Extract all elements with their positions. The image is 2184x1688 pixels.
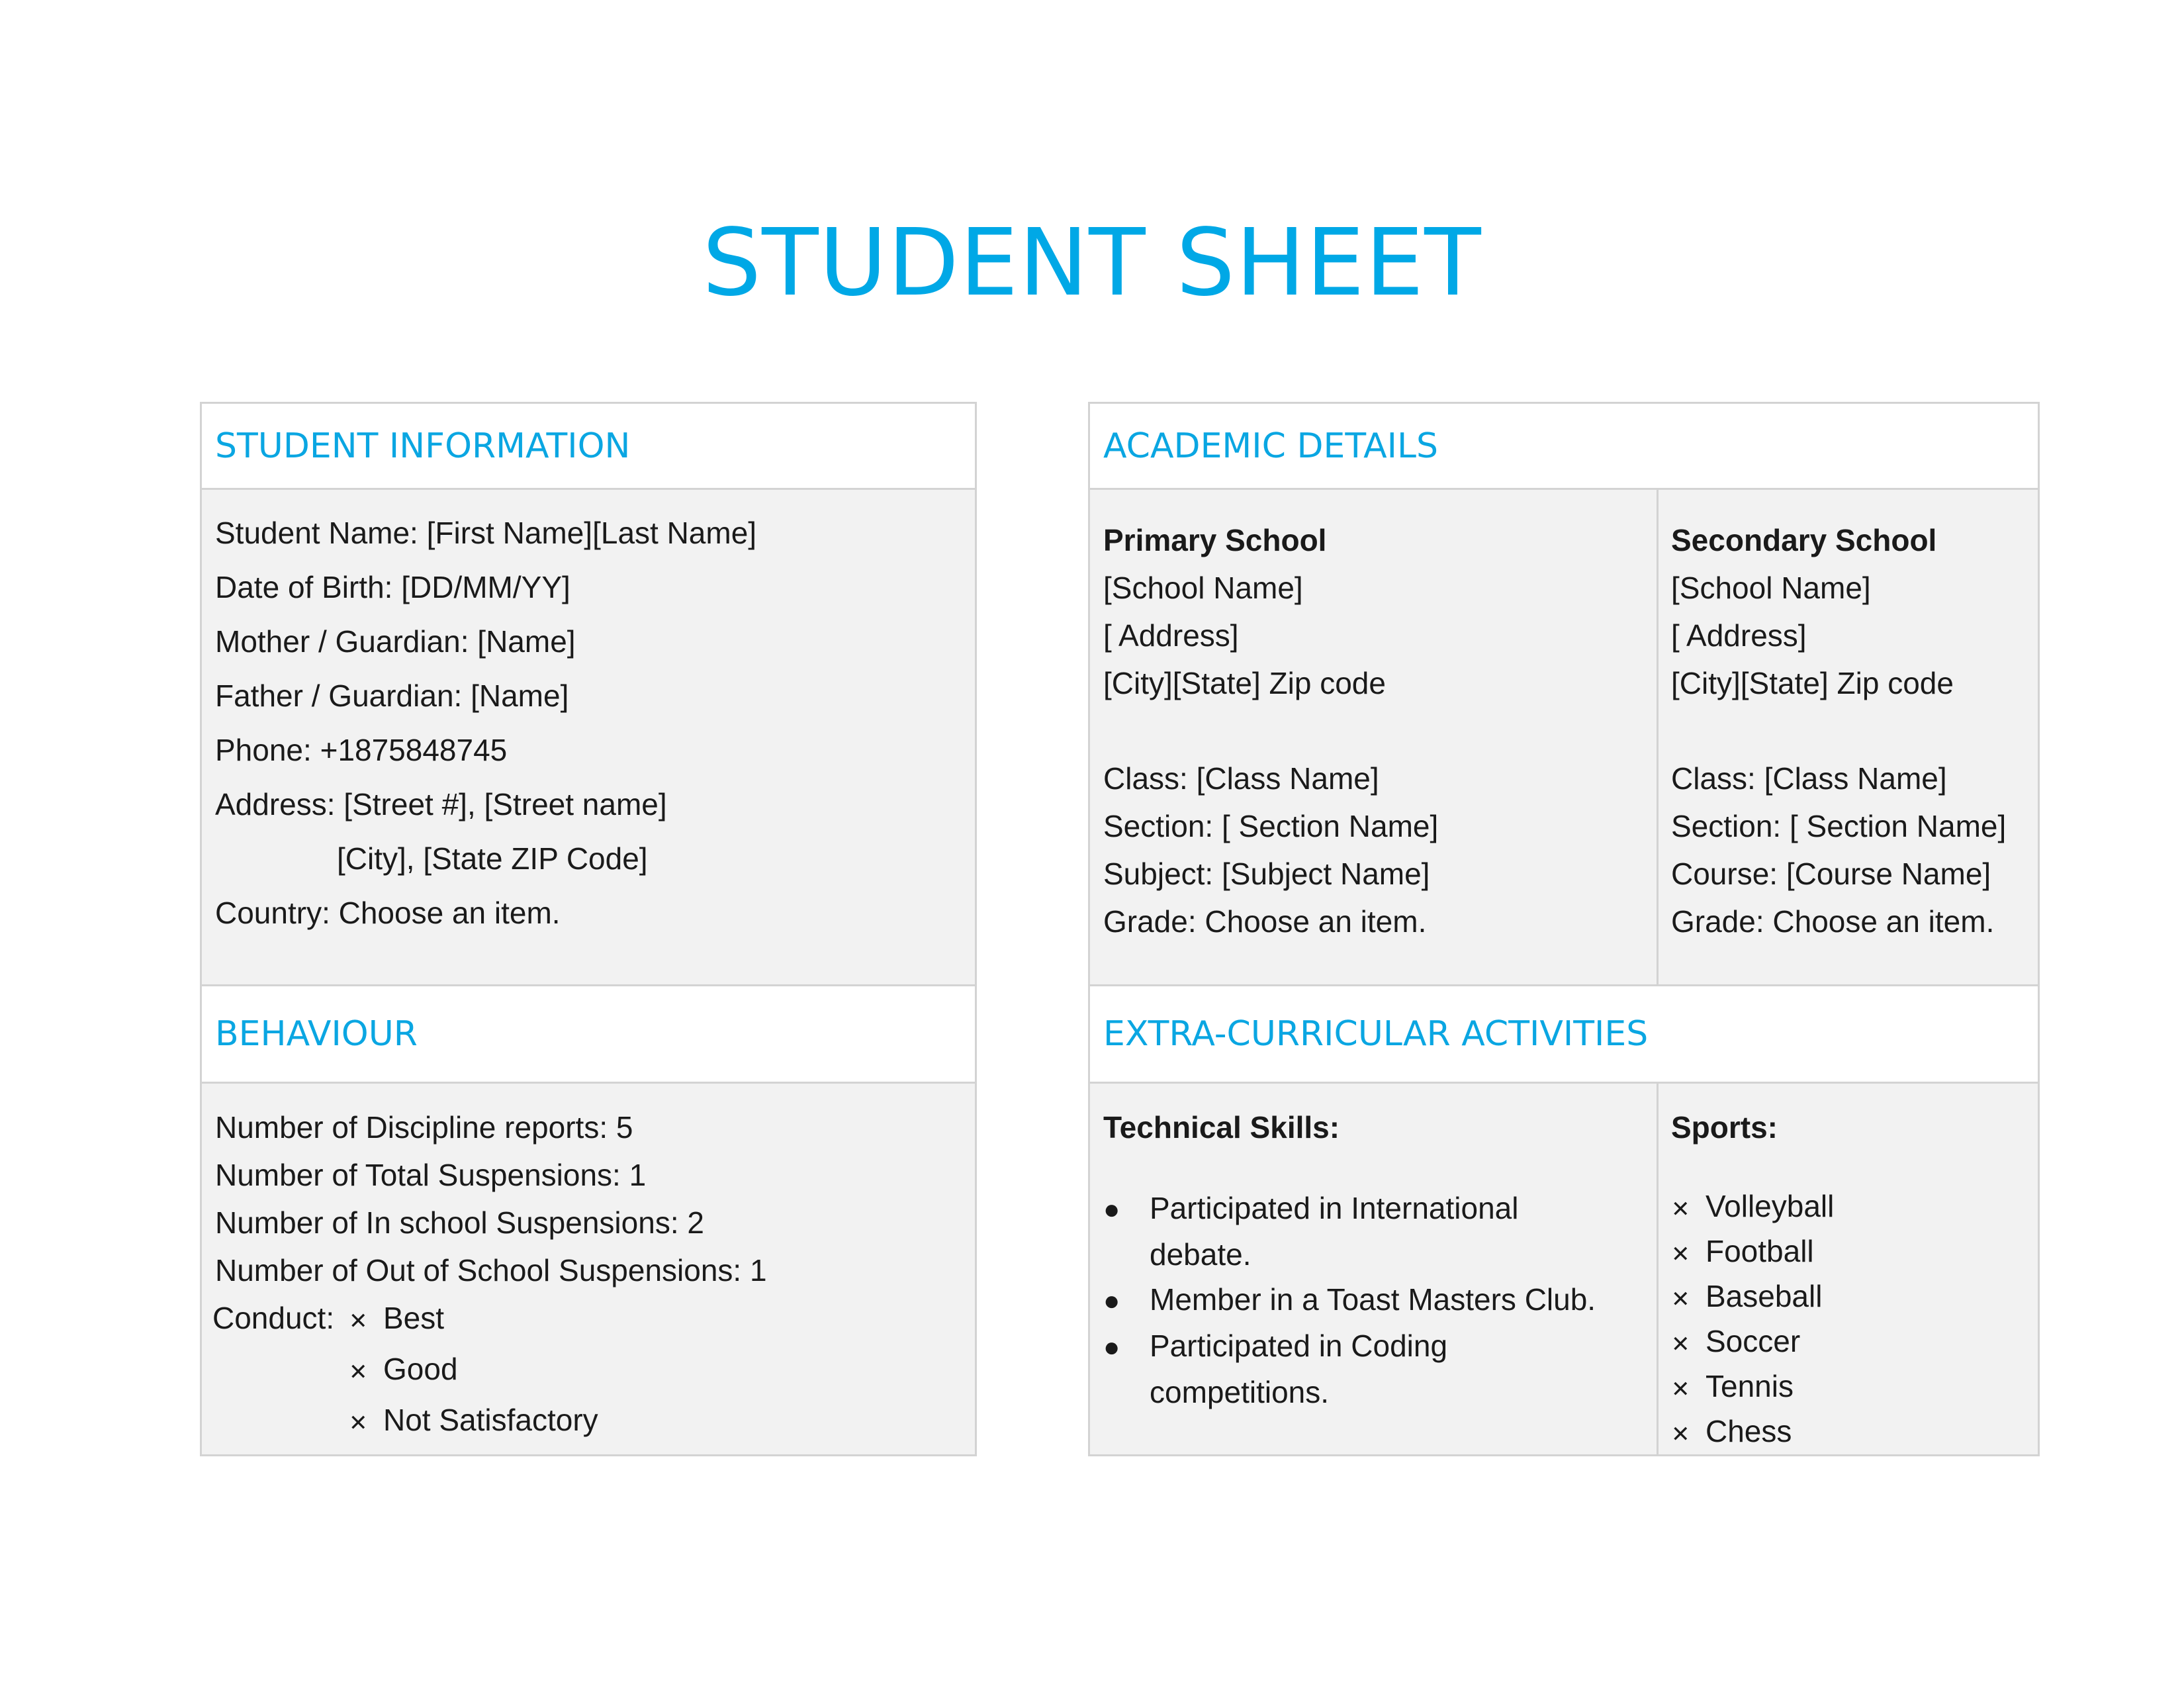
conduct-option: Best (383, 1301, 445, 1335)
right-panel (1088, 402, 2040, 1456)
secondary-grade-dropdown[interactable]: Grade: Choose an item. (1671, 904, 1995, 939)
x-mark-icon[interactable]: ✕ (1671, 1332, 1690, 1357)
x-mark-icon[interactable]: ✕ (1671, 1287, 1690, 1312)
sport-item: ✕ Soccer (1671, 1321, 2028, 1366)
address-line-1[interactable]: Address: [Street #], [Street name] (215, 787, 667, 821)
technical-skills-title: Technical Skills: (1103, 1110, 1340, 1145)
sports-column (1671, 1103, 2028, 1456)
left-panel (200, 402, 977, 1456)
conduct-option: Not Satisfactory (383, 1403, 598, 1437)
spacer (1671, 707, 2028, 755)
secondary-school-city[interactable]: [City][State] Zip code (1671, 666, 1954, 700)
x-mark-icon[interactable]: ✕ (1671, 1242, 1690, 1267)
date-of-birth-field[interactable]: Date of Birth: [DD/MM/YY] (215, 570, 570, 604)
primary-school-address[interactable]: [ Address] (1103, 618, 1239, 653)
primary-subject[interactable]: Subject: [Subject Name] (1103, 857, 1430, 891)
student-information-heading: STUDENT INFORMATION (202, 404, 975, 490)
list-item-continuation: debate. (1150, 1237, 1251, 1272)
behaviour-body (202, 1084, 975, 1454)
spacer (1103, 707, 1646, 755)
extra-curricular-body (1090, 1084, 2038, 1454)
student-name-field[interactable]: Student Name: [First Name][Last Name] (215, 516, 757, 550)
conduct-label: Conduct: (212, 1301, 335, 1335)
conduct-option: Good (383, 1352, 458, 1386)
primary-class[interactable]: Class: [Class Name] (1103, 761, 1379, 796)
sports-title: Sports: (1671, 1110, 1778, 1145)
bullet-dot-icon: ● (1103, 1194, 1120, 1225)
sport-item: ✕ Chess (1671, 1411, 2028, 1456)
page-title: STUDENT SHEET (702, 209, 1482, 317)
column-divider (1657, 1084, 1659, 1454)
x-mark-icon[interactable]: ✕ (1671, 1422, 1690, 1447)
academic-details-body (1090, 490, 2038, 986)
in-school-suspensions-field[interactable]: Number of In school Suspensions: 2 (215, 1205, 704, 1240)
discipline-reports-field[interactable]: Number of Discipline reports: 5 (215, 1110, 633, 1145)
list-item: ● Participated in Coding (1103, 1323, 1646, 1370)
x-mark-icon[interactable]: ✕ (349, 1309, 368, 1334)
behaviour-heading: BEHAVIOUR (202, 984, 975, 1084)
list-item-continuation: competitions. (1150, 1375, 1330, 1409)
secondary-section[interactable]: Section: [ Section Name] (1671, 809, 2007, 843)
secondary-course[interactable]: Course: [Course Name] (1671, 857, 1991, 891)
extra-curricular-heading: EXTRA-CURRICULAR ACTIVITIES (1090, 984, 2038, 1084)
student-information-body (202, 490, 975, 986)
total-suspensions-field[interactable]: Number of Total Suspensions: 1 (215, 1158, 647, 1192)
country-dropdown[interactable]: Country: Choose an item. (215, 896, 561, 930)
conduct-row (215, 1396, 975, 1447)
bullet-dot-icon: ● (1103, 1285, 1120, 1316)
x-mark-icon[interactable]: ✕ (1671, 1197, 1690, 1222)
secondary-school-name[interactable]: [School Name] (1671, 571, 1871, 605)
out-of-school-suspensions-field[interactable]: Number of Out of School Suspensions: 1 (215, 1253, 767, 1288)
primary-school-column (1103, 516, 1646, 945)
primary-school-title: Primary School (1103, 523, 1327, 557)
primary-school-name[interactable]: [School Name] (1103, 571, 1303, 605)
conduct-row (212, 1294, 975, 1345)
secondary-school-address[interactable]: [ Address] (1671, 618, 1807, 653)
sport-item: ✕ Baseball (1671, 1276, 2028, 1321)
sport-item: ✕ Volleyball (1671, 1186, 2028, 1231)
list-item: ● Member in a Toast Masters Club. (1103, 1277, 1646, 1323)
primary-section[interactable]: Section: [ Section Name] (1103, 809, 1439, 843)
bullet-dot-icon: ● (1103, 1331, 1120, 1362)
x-mark-icon[interactable]: ✕ (1671, 1377, 1690, 1402)
secondary-class[interactable]: Class: [Class Name] (1671, 761, 1947, 796)
secondary-school-title: Secondary School (1671, 523, 1937, 557)
address-line-2[interactable]: [City], [State ZIP Code] (337, 841, 648, 876)
column-divider (1657, 490, 1659, 986)
conduct-row (215, 1345, 975, 1396)
x-mark-icon[interactable]: ✕ (349, 1411, 368, 1436)
academic-details-heading: ACADEMIC DETAILS (1090, 404, 2038, 490)
sport-item: ✕ Football (1671, 1231, 2028, 1276)
sport-item: ✕ Tennis (1671, 1366, 2028, 1411)
technical-skills-column (1103, 1103, 1646, 1415)
primary-school-city[interactable]: [City][State] Zip code (1103, 666, 1386, 700)
mother-guardian-field[interactable]: Mother / Guardian: [Name] (215, 624, 576, 659)
secondary-school-column (1671, 516, 2028, 945)
father-guardian-field[interactable]: Father / Guardian: [Name] (215, 679, 569, 713)
list-item: ● Participated in International (1103, 1186, 1646, 1232)
x-mark-icon[interactable]: ✕ (349, 1360, 368, 1385)
primary-grade-dropdown[interactable]: Grade: Choose an item. (1103, 904, 1427, 939)
phone-field[interactable]: Phone: +1875848745 (215, 733, 508, 767)
